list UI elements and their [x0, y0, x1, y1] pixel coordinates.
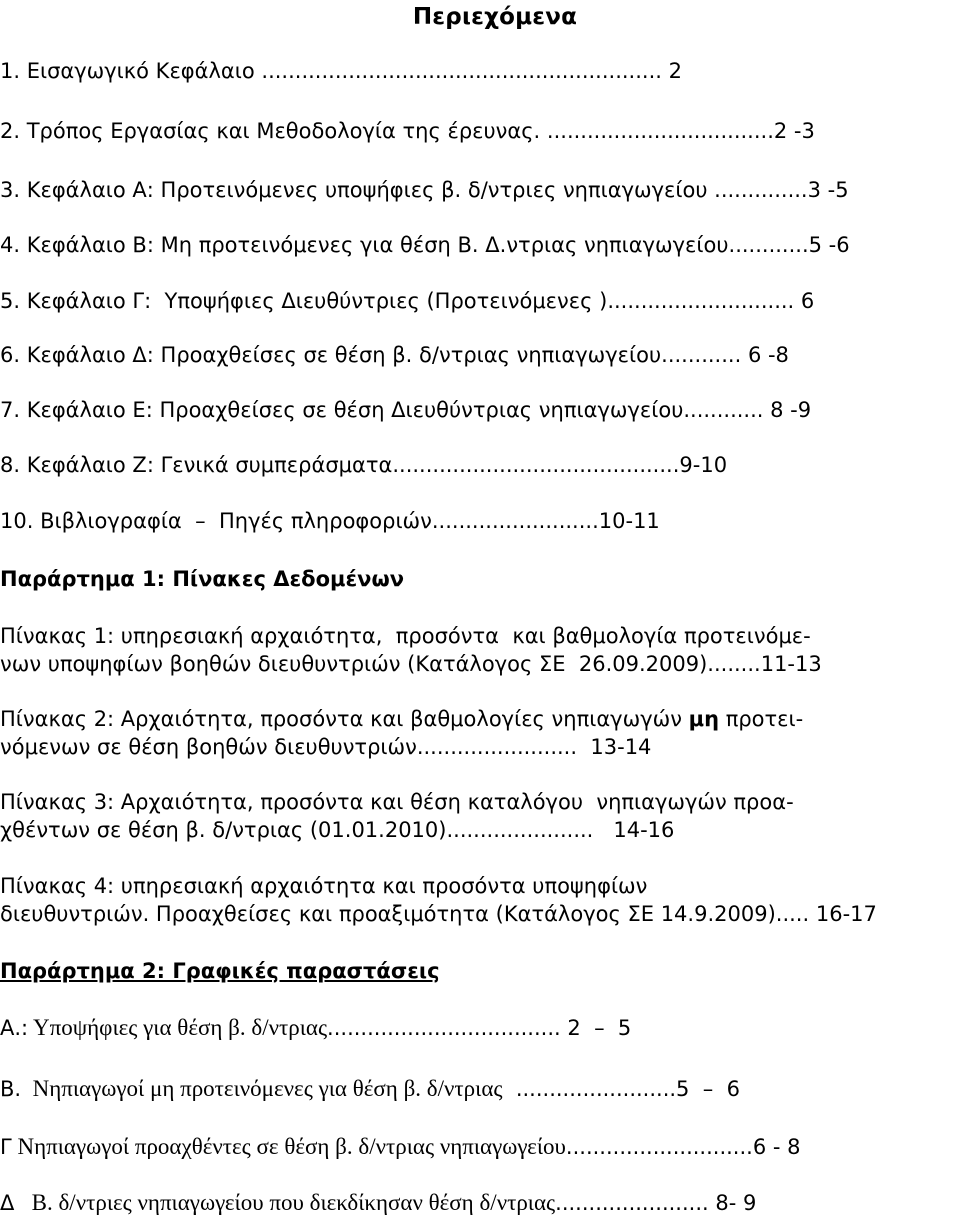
toc-page: 2 -3 [773, 119, 815, 143]
item-letter: Α.: [0, 1016, 29, 1040]
item-letter: Β. [0, 1077, 22, 1101]
appendix-1-table-entry [0, 705, 803, 733]
appendix-2-item [0, 1075, 740, 1103]
toc-dots: ............................ [565, 1135, 753, 1159]
toc-label: 5. Κεφάλαιο Γ: Υποψήφιες Διευθύντριες (Προτεινόμενες ) [0, 289, 608, 313]
toc-page: 14-16 [613, 818, 675, 842]
toc-page: 5 -6 [808, 233, 850, 257]
toc-dots: ........................ [416, 735, 591, 759]
toc-entry [0, 396, 811, 424]
toc-label: 10. Βιβλιογραφία – Πηγές πληροφοριών [0, 509, 432, 533]
toc-entry [0, 287, 814, 315]
toc-entry [0, 507, 660, 535]
toc-entry [0, 231, 850, 259]
toc-page: 13-14 [590, 735, 652, 759]
toc-dots: ..... [775, 902, 816, 926]
table-line: Πίνακας 3: Αρχαιότητα, προσόντα και θέση καταλόγου νηπιαγωγών προα- [0, 790, 794, 814]
toc-label: 7. Κεφάλαιο Ε: Προαχθείσες σε θέση Διευθύντριας νηπιαγωγείου [0, 398, 684, 422]
toc-dots: .................................. [540, 119, 774, 143]
toc-page: 6 -8 [747, 343, 789, 367]
appendix-2-item [0, 1189, 756, 1217]
table-emphasis: μη [688, 707, 720, 731]
toc-label: 8. Κεφάλαιο Ζ: Γενικά συμπεράσματα [0, 453, 393, 477]
toc-dots: ........................ [502, 1077, 677, 1101]
toc-page: 8- 9 [715, 1191, 757, 1215]
toc-dots: ............ [683, 398, 771, 422]
item-letter: Δ [0, 1191, 15, 1215]
toc-dots: ............................................................ [254, 59, 669, 83]
appendix-1-table-entry [0, 733, 651, 761]
toc-dots: .............. [707, 178, 808, 202]
toc-entry [0, 117, 815, 145]
toc-page: 2 [668, 59, 682, 83]
appendix-1-table-entry [0, 816, 674, 844]
item-text: Νηπιαγωγοί προαχθέντες σε θέση β. δ/ντριας νηπιαγωγείου [11, 1134, 566, 1159]
toc-page: 10-11 [598, 509, 660, 533]
appendix-1-table-entry [0, 872, 647, 900]
table-line: χθέντων σε θέση β. δ/ντριας (01.01.2010) [0, 818, 447, 842]
table-line: Πίνακας 2: Αρχαιότητα, προσόντα και βαθμολογίες νηπιαγωγών [0, 707, 689, 731]
toc-page: 8 -9 [770, 398, 812, 422]
appendix-1-heading: Παράρτημα 1: Πίνακες Δεδομένων [0, 567, 405, 591]
toc-dots: ............................ [607, 289, 801, 313]
table-line: νόμενων σε θέση βοηθών διευθυντριών [0, 735, 417, 759]
appendix-2-heading: Παράρτημα 2: Γραφικές παραστάσεις [0, 959, 440, 983]
toc-page: 5 – 6 [676, 1077, 740, 1101]
toc-entry [0, 451, 727, 479]
toc-page: 16-17 [815, 902, 877, 926]
table-line: διευθυντριών. Προαχθείσες και προαξιμότητα (Κατάλογος ΣΕ 14.9.2009) [0, 902, 776, 926]
toc-dots: ........ [707, 652, 761, 676]
toc-dots: ....................... [555, 1191, 716, 1215]
toc-dots: ................................... [327, 1016, 561, 1040]
toc-page: 3 -5 [807, 178, 849, 202]
appendix-1-table-entry [0, 788, 794, 816]
appendix-2-item [0, 1133, 801, 1161]
toc-entry [0, 57, 682, 85]
table-line: Πίνακας 4: υπηρεσιακή αρχαιότητα και προσόντα υποψηφίων [0, 874, 648, 898]
toc-label: 2. Τρόπος Εργασίας και Μεθοδολογία της έρευνας. [0, 119, 541, 143]
toc-page: 11-13 [760, 652, 822, 676]
toc-page: 6 [800, 289, 815, 313]
appendix-1-table-entry [0, 900, 877, 928]
toc-dots: ........................................... [392, 453, 680, 477]
item-text: Υποψήφιες για θέση β. δ/ντριας [28, 1015, 328, 1040]
toc-dots: ............ [661, 343, 748, 367]
item-letter: Γ [0, 1135, 12, 1159]
item-text: Β. δ/ντριες νηπιαγωγείου που διεκδίκησαν θέση δ/ντριας [14, 1190, 556, 1215]
appendix-1-table-entry [0, 622, 811, 650]
toc-page: 6 - 8 [752, 1135, 801, 1159]
item-text: Νηπιαγωγοί μη προτεινόμενες για θέση β. δ/ντριας [21, 1076, 503, 1101]
appendix-2-item [0, 1014, 631, 1042]
toc-page: 9-10 [679, 453, 728, 477]
toc-entry [0, 176, 849, 204]
toc-label: 6. Κεφάλαιο Δ: Προαχθείσες σε θέση β. δ/ντριας νηπιαγωγείου [0, 343, 662, 367]
toc-dots: ...................... [446, 818, 614, 842]
table-line: Πίνακας 1: υπηρεσιακή αρχαιότητα, προσόντα και βαθμολογία προτεινόμε- [0, 624, 811, 648]
toc-dots: ............ [728, 233, 809, 257]
toc-dots: ......................... [431, 509, 599, 533]
table-line: νων υποψηφίων βοηθών διευθυντριών (Κατάλογος ΣΕ 26.09.2009) [0, 652, 708, 676]
toc-label: 4. Κεφάλαιο Β: Μη προτεινόμενες για θέση Β. Δ.ντριας νηπιαγωγείου [0, 233, 729, 257]
appendix-1-table-entry [0, 650, 822, 678]
toc-entry [0, 341, 789, 369]
toc-page: 2 – 5 [560, 1016, 632, 1040]
toc-label: 1. Εισαγωγικό Κεφάλαιο [0, 59, 255, 83]
table-line: προτει- [719, 707, 804, 731]
toc-label: 3. Κεφάλαιο Α: Προτεινόμενες υποψήφιες β. δ/ντριες νηπιαγωγείου [0, 178, 708, 202]
page-title: Περιεχόμενα [412, 4, 578, 30]
